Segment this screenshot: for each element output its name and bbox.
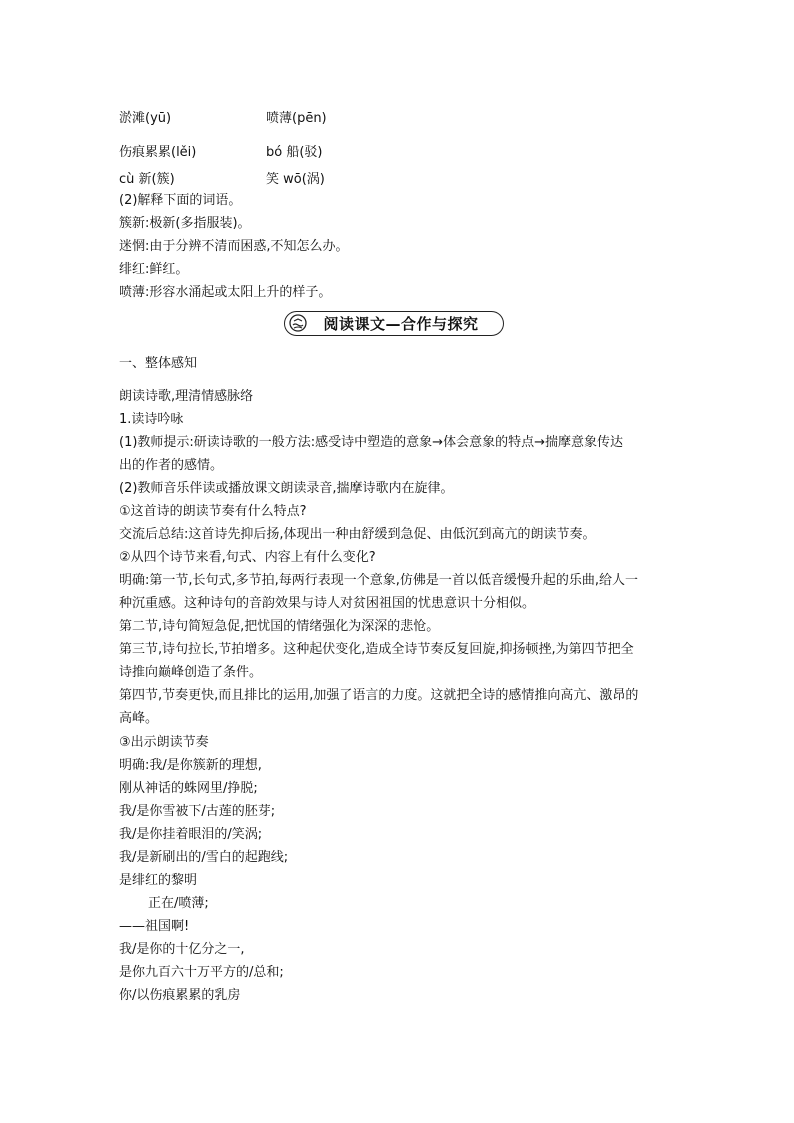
answer-line: 高峰。 <box>119 711 159 726</box>
poem-line: ——祖国啊! <box>119 919 190 934</box>
poem-line: 我/是新刷出的/雪白的起跑线; <box>119 850 289 865</box>
banner-title: 阅读课文—合作与探究 <box>323 315 479 333</box>
definition-item: 迷惘:由于分辨不清而困惑,不知怎么办。 <box>119 239 349 254</box>
paragraph-line: (1)教师提示:研读诗歌的一般方法:感受诗中塑造的意象→体会意象的特点→揣摩意象传达 <box>119 435 623 450</box>
paragraph-line: (2)教师音乐伴读或播放课文朗读录音,揣摩诗歌内在旋律。 <box>119 481 454 496</box>
vocab-item: 喷薄(pēn) <box>266 111 327 126</box>
definition-item: 簇新:极新(多指服装)。 <box>119 216 251 231</box>
poem-line: 我/是你雪被下/古莲的胚芽; <box>119 804 276 819</box>
section-banner <box>284 311 504 336</box>
section-heading: 一、整体感知 <box>119 356 198 371</box>
definition-item: 喷薄:形容水涌起或太阳上升的样子。 <box>119 285 332 300</box>
answer-line: 明确:第一节,长句式,多节拍,每两行表现一个意象,仿佛是一首以低音缓慢升起的乐曲,给人一 <box>119 573 639 588</box>
vocab-item: cù 新(簇) <box>119 172 175 187</box>
answer-line: 诗推向巅峰创造了条件。 <box>119 665 263 680</box>
poem-line: 刚从神话的蛛网里/挣脱; <box>119 781 258 796</box>
vocab-item: bó 船(驳) <box>266 145 323 160</box>
paragraph-line: 出的作者的感情。 <box>119 458 224 473</box>
definition-item: 绯红:鲜红。 <box>119 262 189 277</box>
poem-line: 我/是你挂着眼泪的/笑涡; <box>119 827 263 842</box>
poem-line: 你/以伤痕累累的乳房 <box>119 988 241 1003</box>
question: ③出示朗读节奏 <box>119 735 209 750</box>
vocab-item: 笑 wō(涡) <box>266 172 325 187</box>
poem-line: 是绯红的黎明 <box>119 873 198 888</box>
answer-line: 种沉重感。这种诗句的音韵效果与诗人对贫困祖国的忧患意识十分相似。 <box>119 596 536 611</box>
book-wave-icon <box>289 314 307 332</box>
question: ①这首诗的朗读节奏有什么特点? <box>119 504 307 519</box>
answer-line: 第三节,诗句拉长,节拍增多。这种起伏变化,造成全诗节奏反复回旋,抑扬顿挫,为第四节把全 <box>119 642 634 657</box>
section-subheading: 朗读诗歌,理清情感脉络 <box>119 389 254 404</box>
answer: 交流后总结:这首诗先抑后扬,体现出一种由舒缓到急促、由低沉到高亢的朗读节奏。 <box>119 527 596 542</box>
poem-line: 我/是你的十亿分之一, <box>119 942 245 957</box>
poem-line: 正在/喷薄; <box>148 896 209 911</box>
step-heading: 1.读诗吟咏 <box>119 412 184 427</box>
question: ②从四个诗节来看,句式、内容上有什么变化? <box>119 550 376 565</box>
definitions-heading: (2)解释下面的词语。 <box>119 193 242 208</box>
poem-line: 明确:我/是你簇新的理想, <box>119 758 262 773</box>
vocab-item: 伤痕累累(lěi) <box>119 145 197 160</box>
poem-line: 是你九百六十万平方的/总和; <box>119 965 284 980</box>
answer-line: 第二节,诗句简短急促,把忧国的情绪强化为深深的悲怆。 <box>119 619 440 634</box>
answer-line: 第四节,节奏更快,而且排比的运用,加强了语言的力度。这就把全诗的感情推向高亢、激昂的 <box>119 688 639 703</box>
vocab-item: 淤滩(yū) <box>119 111 172 126</box>
